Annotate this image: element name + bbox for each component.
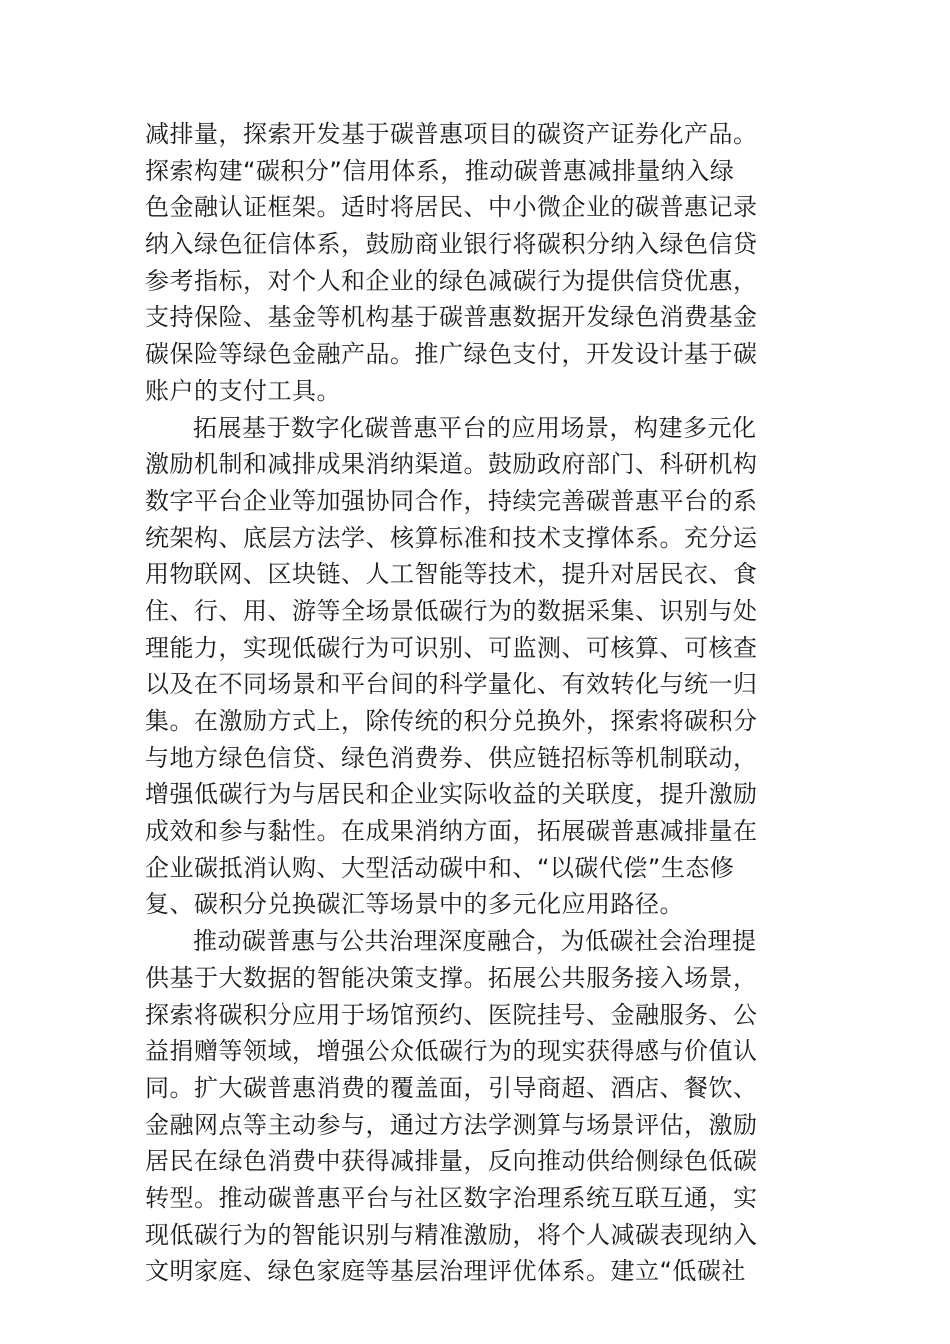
text-line: 纳入绿色征信体系，鼓励商业银行将碳积分纳入绿色信贷 bbox=[145, 230, 758, 259]
text-line: 文明家庭、绿色家庭等基层治理评优体系。建立“低碳社 bbox=[145, 1257, 746, 1286]
text-line: 参考指标，对个人和企业的绿色减碳行为提供信贷优惠， bbox=[145, 266, 758, 295]
text-line: 居民在绿色消费中获得减排量，反向推动供给侧绿色低碳 bbox=[145, 1147, 758, 1176]
text-line: 减排量，探索开发基于碳普惠项目的碳资产证券化产品。 bbox=[145, 120, 758, 148]
text-line: 推动碳普惠与公共治理深度融合，为低碳社会治理提 bbox=[193, 927, 757, 956]
text-line: 益捐赠等领域，增强公众低碳行为的现实获得感与价值认 bbox=[145, 1037, 758, 1066]
text-line: 探索构建“碳积分”信用体系，推动碳普惠减排量纳入绿 bbox=[145, 156, 735, 185]
text-line: 成效和参与黏性。在成果消纳方面，拓展碳普惠减排量在 bbox=[145, 817, 758, 846]
text-line: 用物联网、区块链、人工智能等技术，提升对居民衣、食 bbox=[145, 560, 758, 589]
text-line: 复、碳积分兑换碳汇等场景中的多元化应用路径。 bbox=[145, 890, 684, 919]
text-line: 转型。推动碳普惠平台与社区数字治理系统互联互通，实 bbox=[145, 1183, 758, 1212]
text-line: 账户的支付工具。 bbox=[145, 376, 341, 405]
paragraph-p2 bbox=[145, 410, 807, 924]
text-line: 支持保险、基金等机构基于碳普惠数据开发绿色消费基金 bbox=[145, 303, 758, 332]
document-body bbox=[145, 116, 807, 1290]
text-line: 集。在激励方式上，除传统的积分兑换外，探索将碳积分 bbox=[145, 707, 758, 735]
text-line: 统架构、底层方法学、核算标准和技术支撑体系。充分运 bbox=[145, 523, 758, 552]
text-line: 增强低碳行为与居民和企业实际收益的关联度，提升激励 bbox=[145, 780, 758, 809]
text-line: 住、行、用、游等全场景低碳行为的数据采集、识别与处 bbox=[145, 596, 758, 625]
paragraph-p1 bbox=[145, 116, 807, 410]
text-line: 碳保险等绿色金融产品。推广绿色支付，开发设计基于碳 bbox=[145, 340, 758, 369]
text-line: 色金融认证框架。适时将居民、中小微企业的碳普惠记录 bbox=[145, 193, 758, 222]
text-line: 供基于大数据的智能决策支撑。拓展公共服务接入场景， bbox=[145, 963, 758, 992]
text-line: 以及在不同场景和平台间的科学量化、有效转化与统一归 bbox=[145, 670, 758, 699]
text-line: 与地方绿色信贷、绿色消费券、供应链招标等机制联动， bbox=[145, 743, 758, 772]
text-line: 拓展基于数字化碳普惠平台的应用场景，构建多元化 bbox=[193, 413, 757, 442]
text-line: 金融网点等主动参与，通过方法学测算与场景评估，激励 bbox=[145, 1110, 758, 1139]
text-line: 现低碳行为的智能识别与精准激励，将个人减碳表现纳入 bbox=[145, 1220, 758, 1249]
paragraph-p3 bbox=[145, 923, 807, 1290]
text-line: 同。扩大碳普惠消费的覆盖面，引导商超、酒店、餐饮、 bbox=[145, 1073, 758, 1102]
text-line: 理能力，实现低碳行为可识别、可监测、可核算、可核查 bbox=[145, 633, 758, 662]
text-line: 数字平台企业等加强协同合作，持续完善碳普惠平台的系 bbox=[145, 486, 758, 515]
text-line: 激励机制和减排成果消纳渠道。鼓励政府部门、科研机构 bbox=[145, 450, 758, 479]
text-line: 企业碳抵消认购、大型活动碳中和、“以碳代偿”生态修 bbox=[145, 853, 735, 882]
text-line: 探索将碳积分应用于场馆预约、医院挂号、金融服务、公 bbox=[145, 1000, 758, 1029]
